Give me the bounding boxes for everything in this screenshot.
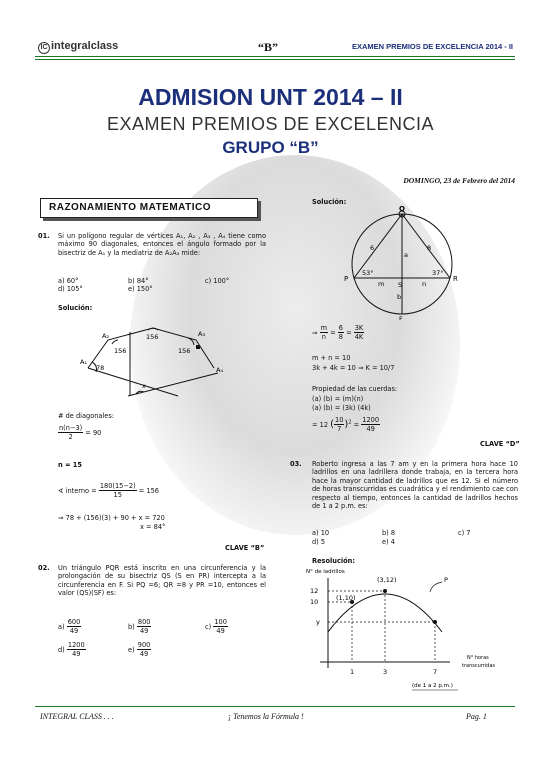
group-title: GRUPO “B”	[222, 138, 319, 157]
footer-center: ¡ Tenemos la Fórmula !	[228, 712, 304, 721]
q1-option-e: e) 150°	[128, 285, 153, 293]
fig1-label-a4: A₄	[216, 366, 224, 374]
fig2-label-p: P	[344, 275, 349, 283]
q1-step-2: x = 84°	[140, 523, 166, 531]
page-title: ADMISION UNT 2014 – II	[138, 84, 403, 110]
fig2-label-n: n	[422, 280, 427, 288]
exam-date: DOMINGO, 23 de Febrero del 2014	[403, 176, 515, 185]
q1-diagonals-label: # de diagonales:	[58, 412, 115, 420]
q3-solution-label: Resolución:	[312, 557, 355, 565]
sol2-property-label: Propiedad de las cuerdas:	[312, 385, 398, 393]
q1-interior-angle: ∢ interno = $\frac{180(15-2)}{15}$ = 156	[58, 482, 159, 500]
q3-option-a: a) 10	[312, 529, 330, 537]
q1-polygon-figure	[78, 318, 228, 400]
header-exam-title: EXAMEN PREMIOS DE EXCELENCIA 2014 - II	[351, 42, 513, 51]
q1-number: 01.	[38, 232, 50, 240]
q2-option-e: e) $\frac{900}{49}$	[128, 641, 151, 659]
fig1-angle-78: 78	[96, 364, 105, 372]
q2-option-c: c) $\frac{100}{49}$	[205, 618, 227, 636]
page-subtitle: EXAMEN PREMIOS DE EXCELENCIA	[106, 114, 435, 134]
fig1-angle-x: x	[142, 382, 146, 390]
angle-arc-2	[148, 328, 158, 330]
q2-text: Un triángulo PQR está inscrito en una circunferencia y la prolongación de su bisectriz QS (S en PR) intercepta a la circunferencia en F. Si PQ =6; QR =8 y PR =10, entonces el valor (QS)(SF) es:	[58, 564, 266, 598]
graph-range-note: (de 1 a 2 p.m.)	[412, 683, 453, 689]
fig2-label-a: a	[404, 251, 408, 259]
fig1-angle-156-top: 156	[146, 333, 159, 341]
q2-option-a: a) $\frac{600}{49}$	[58, 618, 81, 636]
sol2-property-1: (a) (b) = (m)(n)	[312, 395, 364, 403]
header-rule	[35, 56, 515, 57]
angle-arc-1	[112, 340, 118, 344]
graph-y-tick-12: 12	[310, 587, 319, 595]
fig1-angle-156-left: 156	[114, 347, 127, 355]
q3-option-b: b) 8	[382, 529, 396, 537]
q3-option-e: e) 4	[382, 538, 395, 546]
footer-left: INTEGRAL CLASS . . .	[40, 712, 114, 721]
fig1-label-a3: A₃	[198, 330, 206, 338]
sol2-property-2: (a) (b) = (3k) (4k)	[312, 404, 371, 412]
graph-point-label-1-10: (1,10)	[336, 594, 356, 602]
section-heading: RAZONAMIENTO MATEMATICO	[40, 198, 258, 218]
fig2-angle-37: 37°	[432, 269, 444, 277]
q2-circle-figure	[340, 202, 470, 320]
graph-x-tick-3: 3	[383, 668, 388, 676]
graph-x-tick-7: 7	[433, 668, 438, 676]
right-angle-mark	[196, 345, 200, 349]
q3-parabola-graph	[290, 564, 518, 694]
graph-y-tick-10: 10	[310, 598, 319, 606]
q2-option-b: b) $\frac{800}{49}$	[128, 618, 151, 636]
q3-option-d: d) 5	[312, 538, 326, 546]
graph-point-label-3-12: (3,12)	[377, 576, 397, 584]
graph-x-axis-label-1: N° horas	[467, 655, 489, 661]
q1-n-result: n = 15	[58, 461, 82, 469]
q1-solution-label: Solución:	[58, 304, 93, 312]
fig2-label-q: Q	[399, 205, 405, 213]
fig1-label-a1: A₁	[80, 358, 88, 366]
p-pointer	[430, 582, 442, 592]
q1-option-b: b) 84°	[128, 277, 149, 285]
graph-x-tick-1: 1	[350, 668, 355, 676]
fig2-angle-53: 53°	[362, 269, 374, 277]
q2-answer-key: CLAVE “D”	[480, 440, 520, 448]
footer-rule	[35, 706, 515, 707]
graph-y-tick-y: y	[316, 618, 320, 626]
footer-page-number: Pag. 1	[466, 712, 487, 721]
q2-number: 02.	[38, 564, 50, 572]
q1-diagonals-formula: $\frac{n(n-3)}{2}$ = 90	[59, 424, 102, 442]
q1-text: Si un polígono regular de vértices A₁, A₂ , A₃ , A₄ tiene como máximo 90 diagonales, entonces el ángulo formado por la bisectriz de A₁ y la mediatriz de A₂A₃ mide:	[58, 232, 266, 257]
fig2-label-6: 6	[370, 244, 375, 252]
sol2-label: Solución:	[312, 198, 347, 206]
q1-answer-key: CLAVE “B”	[225, 544, 265, 552]
sol2-eq-sum: m + n = 10	[312, 354, 351, 362]
fig2-label-b: b	[397, 293, 402, 301]
q1-option-d: d) 105°	[58, 285, 83, 293]
q1-option-a: a) 60°	[58, 277, 79, 285]
fig2-label-s: S	[398, 281, 403, 289]
q1-step-1: ⇒ 78 + (156)(3) + 90 + x = 720	[58, 514, 165, 522]
bisector-line	[88, 368, 178, 396]
header-rule-thin	[35, 59, 515, 60]
point-p	[433, 620, 437, 624]
sol2-property-3: = 12 ( $\frac{10}{7}$ )$^2$ = $\frac{1200}{49}$	[312, 416, 380, 434]
fig2-label-f: F	[399, 315, 403, 320]
header-group: “B”	[258, 40, 279, 54]
logo: IC integralclass	[38, 40, 118, 54]
q1-option-c: c) 100°	[205, 277, 230, 285]
q2-option-d: d) $\frac{1200}{49}$	[58, 641, 85, 659]
sol2-eq-k: 3k + 4k = 10 ⇒ K = 10/7	[312, 364, 395, 372]
graph-y-axis-label: N° de ladrillos	[306, 569, 345, 575]
sol2-ratio: ⇒ $\frac{m}{n}$ = $\frac{6}{8}$ = $\frac{3K}{4K}$	[312, 324, 364, 342]
point-3-12	[383, 589, 387, 593]
graph-point-label-p: P	[444, 576, 448, 584]
q3-option-c: c) 7	[458, 529, 471, 537]
q3-text: Roberto ingresa a las 7 am y en la primera hora hace 10 ladrillos en una ladrillera donde trabaja, en la tercera hora hace la mayor cantidad de ladrillos que es 12. Si el número de horas transcurridas es cuadrática y el rendimiento cae con respecto al tiempo, entonces la cantidad de ladrillos hechos de 1 a 2 p.m. es:	[312, 460, 518, 511]
graph-x-axis-label-2: transcurridas	[462, 663, 496, 669]
fig2-label-8: 8	[427, 244, 432, 252]
fig2-label-m: m	[378, 280, 385, 288]
q3-number: 03.	[290, 460, 302, 468]
fig1-angle-156-right: 156	[178, 347, 191, 355]
fig1-label-a2: A₂	[102, 332, 110, 340]
fig2-label-r: R	[453, 275, 458, 283]
